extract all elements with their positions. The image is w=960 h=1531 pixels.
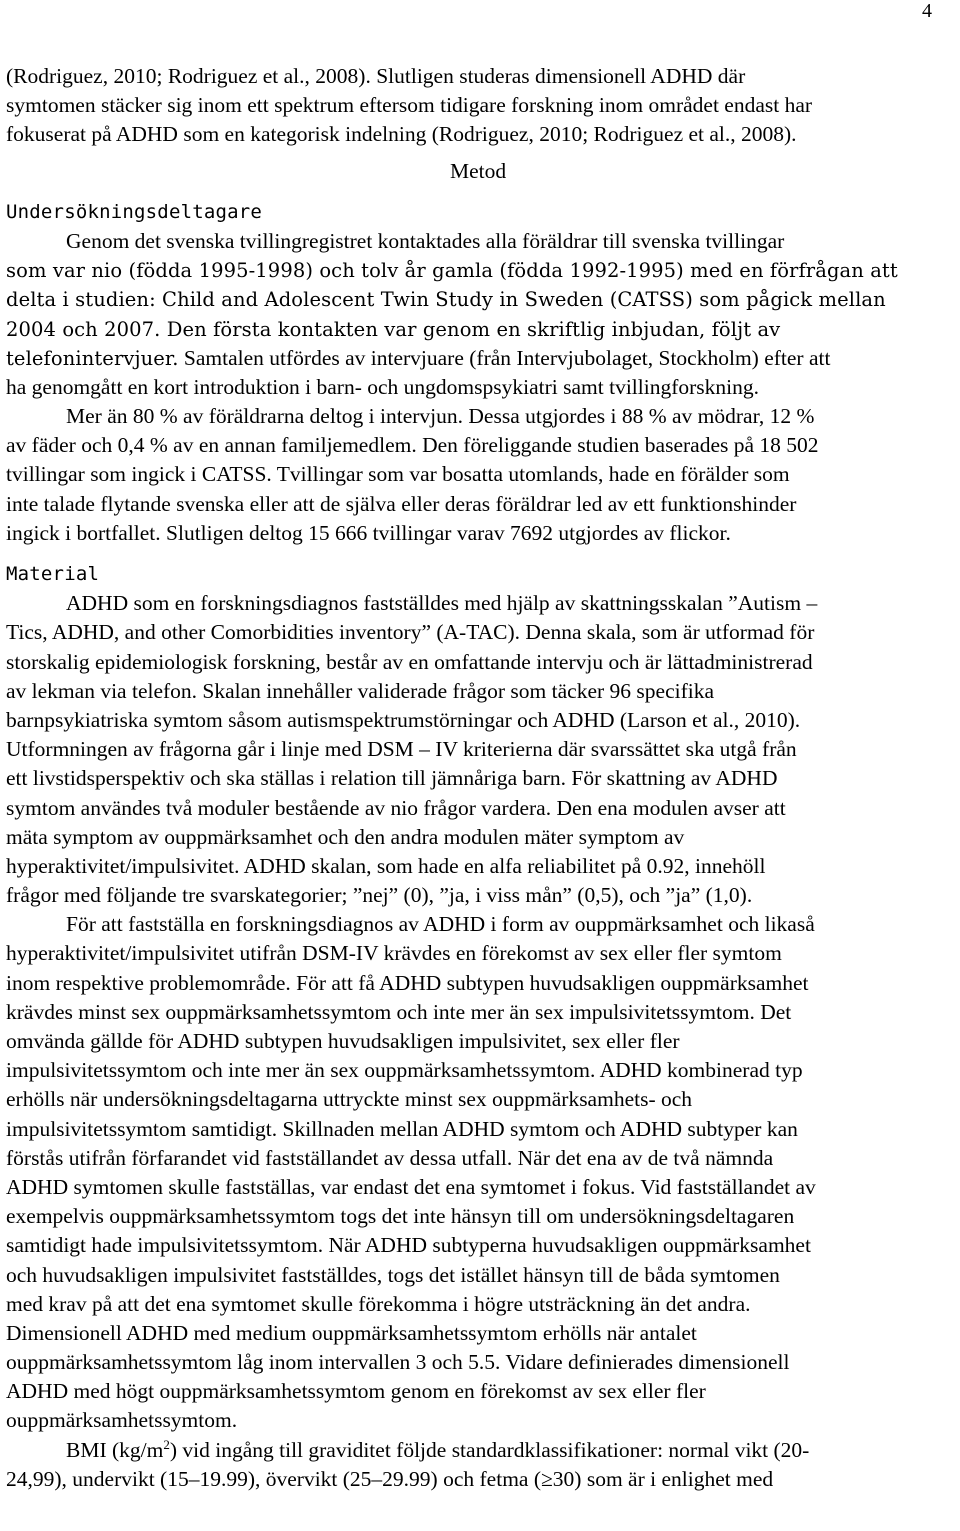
- paragraph-line: Genom det svenska tvillingregistret kontaktades alla föräldrar till svenska tvillingar: [66, 228, 785, 253]
- superscript: 2: [163, 1436, 170, 1452]
- paragraph-line: delta i studien: Child and Adolescent Twin Study in Sweden (CATSS) som pågick mellan: [6, 288, 886, 312]
- paragraph-line: Utformningen av frågorna går i linje med DSM – IV kriterierna där svarssättet ska utgå från: [6, 737, 797, 762]
- paragraph-line: ADHD symtomen skulle fastställas, var endast det ena symtomet i fokus. Vid fastställandet av: [6, 1174, 816, 1199]
- paragraph-line: krävdes minst sex ouppmärksamhetssymtom och inte mer än sex impulsivitetssymtom. Det: [6, 999, 792, 1024]
- paragraph-line: hyperaktivitet/impulsivitet. ADHD skalan, som hade en alfa reliabilitet på 0.92, innehöll: [6, 853, 766, 878]
- paragraph-fragment: Mer än 80 % av föräldrarna deltog i intervjun.: [66, 404, 464, 429]
- paragraph-fragment: Dessa utgjordes i 88 % av mödrar, 12 %: [463, 404, 815, 429]
- paragraph-line: erhölls när undersökningsdeltagarna uttryckte minst sex ouppmärksamhets- och: [6, 1087, 693, 1112]
- paragraph-line: exempelvis ouppmärksamhetssymtom togs det inte hänsyn till om undersökningsdeltagaren: [6, 1204, 795, 1229]
- bmi-text: BMI (kg/m: [66, 1437, 164, 1462]
- paragraph-line: inom respektive problemområde. För att få ADHD subtypen huvudsakligen ouppmärksamhet: [6, 970, 809, 995]
- paragraph-line: För att fastställa en forskningsdiagnos av ADHD i form av ouppmärksamhet och likaså: [66, 912, 815, 937]
- paragraph-line: Tics, ADHD, and other Comorbidities inventory” (A-TAC). Denna skala, som är utformad för: [6, 620, 815, 645]
- bmi-text: ) vid ingång till graviditet följde standardklassifikationer: normal vikt (20-: [169, 1437, 810, 1462]
- paragraph-line: tvillingar som ingick i CATSS. Tvillingar som var bosatta utomlands, hade en förälder som: [6, 462, 790, 487]
- paragraph-line: förstås utifrån förfarandet vid fastställandet av dessa utfall. När det ena av de två nämnda: [6, 1145, 774, 1170]
- paragraph-line: inte talade flytande svenska eller att de själva eller deras föräldrar led av ett funktionshinder: [6, 491, 797, 516]
- paragraph-line: Dimensionell ADHD med medium ouppmärksamhetssymtom erhölls när antalet: [6, 1320, 697, 1345]
- paragraph-line: som var nio (födda 1995-1998) och tolv år gamla (födda 1992-1995) med en förfrågan att: [6, 259, 898, 283]
- paragraph-line: med krav på att det ena symtomet skulle förekomma i högre utsträckning än det andra.: [6, 1291, 751, 1316]
- paragraph-line: mäta symptom av ouppmärksamhet och den andra modulen mäter symptom av: [6, 824, 685, 849]
- intro-line: fokuserat på ADHD som en kategorisk indelning (Rodriguez, 2010; Rodriguez et al., 2008).: [6, 122, 797, 147]
- subheading-participants: Undersökningsdeltagare: [6, 200, 263, 223]
- paragraph-line: samtidigt hade impulsivitetssymtom. När ADHD subtyperna huvudsakligen ouppmärksamhet: [6, 1233, 811, 1258]
- page-number: 4: [922, 0, 932, 22]
- paragraph-line: omvända gällde för ADHD subtypen huvudsakligen impulsivitet, sex eller fler: [6, 1029, 680, 1053]
- section-title: Metod: [450, 158, 507, 183]
- paragraph-line: impulsivitetssymtom och inte mer än sex ouppmärksamhetssymtom. ADHD kombinerad typ: [6, 1058, 803, 1083]
- paragraph-line: [6, 1436, 956, 1465]
- paragraph-line: 24,99), undervikt (15–19.99), övervikt (25–29.99) och fetma (≥30) som är i enlighet med: [6, 1466, 774, 1491]
- paragraph-line: 2004 och 2007. Den första kontakten var genom en skriftlig inbjudan, följt av: [6, 317, 781, 341]
- paragraph-line: ouppmärksamhetssymtom låg inom intervallen 3 och 5.5. Vidare definierades dimensionell: [6, 1350, 790, 1375]
- paragraph-line: frågor med följande tre svarskategorier; ”nej” (0), ”ja, i viss mån” (0,5), och ”ja” (1,0).: [6, 883, 753, 908]
- paragraph-line: [6, 344, 956, 373]
- paragraph-line: ett livstidsperspektiv och ska ställas i relation till jämnåriga barn. För skattning av ADHD: [6, 766, 778, 791]
- subheading-material: Material: [6, 563, 100, 585]
- paragraph-line: och huvudsakligen impulsivitet fastställdes, togs det istället hänsyn till de båda symtomen: [6, 1262, 780, 1287]
- intro-line: symtomen stäcker sig inom ett spektrum eftersom tidigare forskning inom området endast har: [6, 93, 813, 118]
- paragraph-line: symtom användes två moduler bestående av nio frågor vardera. Den ena modulen avser att: [6, 795, 786, 820]
- paragraph-line: storskalig epidemiologisk forskning, består av en omfattande intervju och är lättadministrerad: [6, 649, 813, 674]
- paragraph-line: av fäder och 0,4 % av en annan familjemedlem. Den föreliggande studien baserades på 18 502: [6, 433, 819, 458]
- paragraph-line: ADHD som en forskningsdiagnos fastställdes med hjälp av skattningsskalan ”Autism –: [66, 591, 818, 616]
- paragraph-line: ha genomgått en kort introduktion i barn- och ungdomspsykiatri samt tvillingforskning.: [6, 374, 759, 399]
- paragraph-line: ouppmärksamhetssymtom.: [6, 1408, 238, 1433]
- paragraph-fragment: Samtalen utfördes av intervjuare (från Intervjubolaget, Stockholm) efter att: [178, 345, 831, 370]
- page-body: [6, 62, 956, 1494]
- paragraph-line: av lekman via telefon. Skalan innehåller validerade frågor som täcker 96 specifika: [6, 678, 715, 703]
- paragraph-fragment: telefonintervjuer.: [6, 346, 179, 370]
- paragraph-line: barnpsykiatriska symtom såsom autismspektrumstörningar och ADHD (Larson et al., 2010).: [6, 707, 801, 732]
- paragraph-line: hyperaktivitet/impulsivitet utifrån DSM-IV krävdes en förekomst av sex eller fler symtom: [6, 941, 782, 966]
- paragraph-line: ingick i bortfallet. Slutligen deltog 15 666 tvillingar varav 7692 utgjordes av flickor.: [6, 520, 731, 545]
- intro-line: (Rodriguez, 2010; Rodriguez et al., 2008). Slutligen studeras dimensionell ADHD där: [6, 64, 746, 88]
- paragraph-line: impulsivitetssymtom samtidigt. Skillnaden mellan ADHD symtom och ADHD subtyper kan: [6, 1116, 798, 1141]
- paragraph-line: [6, 402, 956, 431]
- paragraph-line: ADHD med högt ouppmärksamhetssymtom genom en förekomst av sex eller fler: [6, 1379, 706, 1404]
